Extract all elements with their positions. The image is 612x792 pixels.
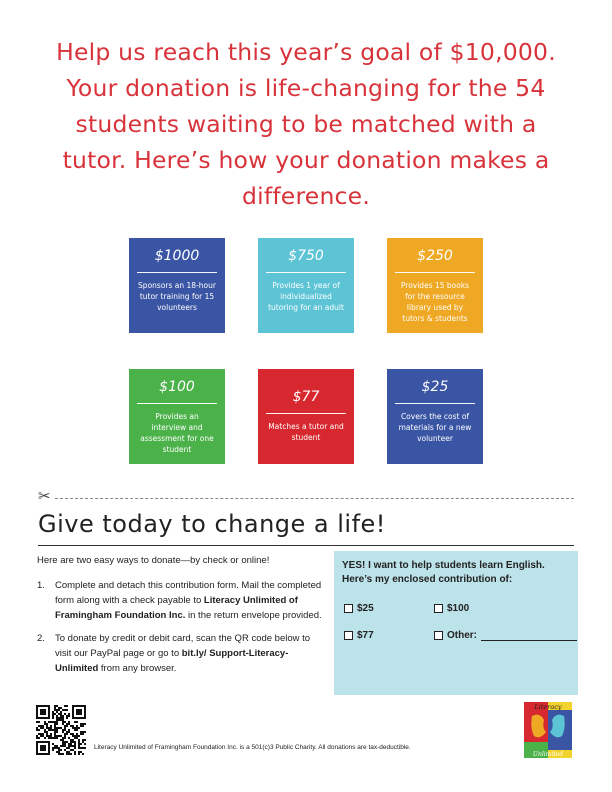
checkbox[interactable] bbox=[344, 631, 353, 640]
logo-top-text: Literacy bbox=[534, 703, 562, 711]
headline: Help us reach this year’s goal of $10,000. Your donation is life-changing for the 54 students waiting to be matched with a tutor. Here’s how your donation makes a difference. bbox=[56, 38, 556, 210]
step-number: 2. bbox=[37, 633, 45, 644]
donation-steps bbox=[37, 578, 327, 684]
card-amount: $250 bbox=[417, 248, 453, 264]
step-text-b: in the return envelope provided. bbox=[188, 610, 322, 621]
give-heading: Give today to change a life! bbox=[38, 510, 386, 538]
option-label: $25 bbox=[357, 603, 374, 614]
card-divider bbox=[395, 403, 475, 404]
card-divider bbox=[266, 272, 346, 273]
step-text-b: from any browser. bbox=[100, 663, 177, 674]
card-amount: $100 bbox=[159, 379, 195, 395]
card-divider bbox=[137, 403, 217, 404]
card-250 bbox=[387, 238, 483, 333]
scissors-icon: ✂ bbox=[38, 487, 55, 505]
option-label: $77 bbox=[357, 630, 374, 641]
card-amount: $750 bbox=[288, 248, 324, 264]
card-divider bbox=[137, 272, 217, 273]
qr-code-icon[interactable] bbox=[36, 705, 86, 755]
card-divider bbox=[266, 413, 346, 414]
step-text bbox=[55, 631, 327, 676]
card-description: Covers the cost of materials for a new volunteer bbox=[398, 412, 472, 443]
option-77[interactable] bbox=[344, 630, 374, 641]
card-amount: $77 bbox=[292, 389, 320, 405]
checkbox[interactable] bbox=[344, 604, 353, 613]
donation-link[interactable]: bit.ly/ Support-Literacy-Unlimited bbox=[55, 648, 289, 674]
card-description: Matches a tutor and student bbox=[268, 422, 344, 442]
card-description: Provides 15 books for the resource library used by tutors & students bbox=[400, 281, 470, 323]
literacy-unlimited-logo bbox=[524, 702, 572, 758]
card-description: Sponsors an 18-hour tutor training for 15 volunteers bbox=[138, 281, 216, 312]
option-25[interactable] bbox=[344, 603, 374, 614]
option-100[interactable] bbox=[434, 603, 469, 614]
option-label: Other: bbox=[447, 630, 477, 641]
step-text-a: Complete and detach this contribution form. Mail the completed form along with a check payable to bbox=[55, 580, 322, 606]
step-text bbox=[55, 578, 327, 623]
contribution-form bbox=[334, 551, 578, 695]
card-description: Provides 1 year of individualized tutoring for an adult bbox=[268, 281, 344, 312]
card-amount: $25 bbox=[421, 379, 449, 395]
checkbox[interactable] bbox=[434, 631, 443, 640]
other-amount-line[interactable] bbox=[481, 630, 577, 641]
step-number: 1. bbox=[37, 580, 45, 591]
card-750 bbox=[258, 238, 354, 333]
option-label: $100 bbox=[447, 603, 470, 614]
card-1000 bbox=[129, 238, 225, 333]
step-1 bbox=[37, 578, 327, 623]
card-description: Provides an interview and assessment for one student bbox=[140, 412, 214, 454]
checkbox[interactable] bbox=[434, 604, 443, 613]
footer-note: Literacy Unlimited of Framingham Foundation Inc. is a 501(c)3 Public Charity. All donations are tax-deductible. bbox=[94, 744, 411, 751]
intro-text: Here are two easy ways to donate—by check or online! bbox=[37, 555, 270, 566]
card-amount: $1000 bbox=[154, 248, 200, 264]
form-lead: YES! I want to help students learn English. Here’s my enclosed contribution of: bbox=[342, 560, 545, 585]
card-77 bbox=[258, 369, 354, 464]
step-text-a: To donate by credit or debit card, scan the QR code below to visit our PayPal page or go to bbox=[55, 633, 311, 659]
card-25 bbox=[387, 369, 483, 464]
option-other[interactable] bbox=[434, 630, 577, 641]
card-divider bbox=[395, 272, 475, 273]
step-2 bbox=[37, 631, 327, 676]
cut-line bbox=[40, 498, 574, 499]
heading-divider bbox=[38, 545, 574, 546]
payee-name: Literacy Unlimited of Framingham Foundation Inc. bbox=[55, 595, 298, 621]
logo-bottom-text: Unlimited bbox=[532, 751, 564, 758]
card-100 bbox=[129, 369, 225, 464]
